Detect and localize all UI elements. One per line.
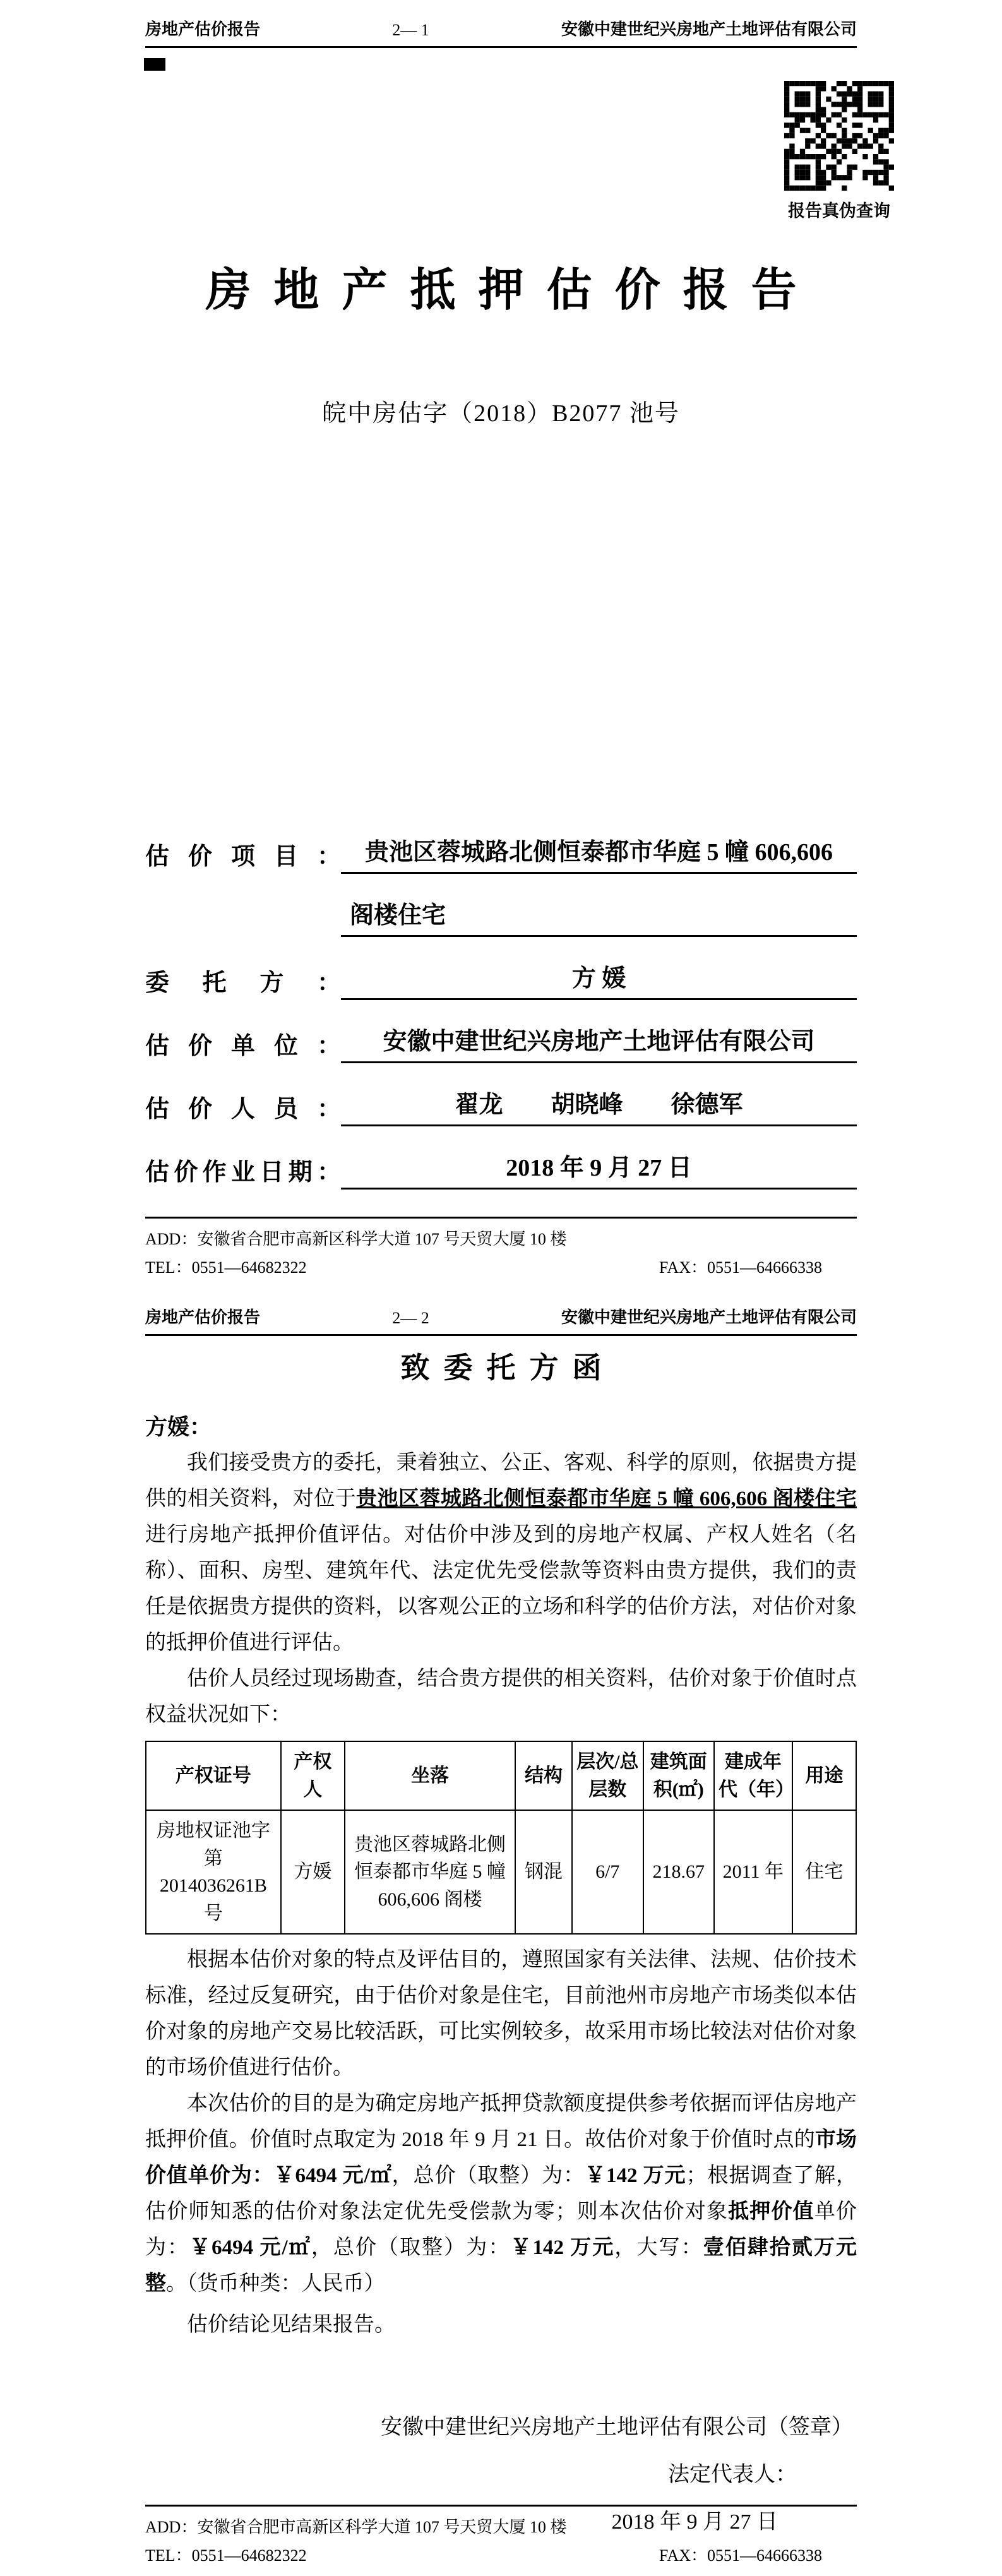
col-structure: 结构 <box>515 1741 572 1810</box>
salutation: 方媛： <box>145 1415 212 1440</box>
col-owner: 产权人 <box>281 1741 345 1810</box>
footer-contacts <box>145 2543 857 2566</box>
field-appraisers-label: 估价人员： <box>145 1096 341 1123</box>
black-mark <box>144 58 165 71</box>
footer-contacts <box>145 1255 857 1278</box>
field-client-value: 方 媛 <box>341 958 857 1000</box>
paragraph-valuation: 本次估价的目的是为确定房地产抵押贷款额度提供参考依据而评估房地产抵押价值。价值时点取定为 2018 年 9 月 21 日。故估价对象于价值时点的市场价值单价为：￥6494 元/㎡，总价（取整）为：￥142 万元；根据调查了解，估价师知悉的估价对象法定优先受偿款为零；则本次估价对象抵押价值单价为：￥6494 元/㎡，总价（取整）为：￥142 万元，大写：壹佰肆拾贰万元整。（货币种类：人民币） <box>145 2092 857 2295</box>
col-location: 坐落 <box>345 1741 515 1810</box>
qr-code <box>784 81 894 191</box>
col-area: 建筑面积(㎡) <box>643 1741 715 1810</box>
field-work-date-value: 2018 年 9 月 27 日 <box>341 1148 857 1190</box>
qr-label: 报告真伪查询 <box>788 201 890 220</box>
col-year-built: 建成年代（年） <box>714 1741 792 1810</box>
page-footer <box>145 2505 857 2566</box>
cell-use: 住宅 <box>792 1810 856 1934</box>
field-appraisers <box>145 1085 857 1126</box>
qr-block <box>784 81 895 222</box>
field-project-value: 贵池区蓉城路北侧恒泰都市华庭 5 幢 606,606 <box>341 832 857 874</box>
page-footer <box>145 1217 857 1278</box>
col-cert-no: 产权证号 <box>146 1741 281 1810</box>
fields-block <box>145 832 857 1190</box>
cell-area: 218.67 <box>643 1810 715 1934</box>
table-header-row <box>146 1741 856 1810</box>
field-appraisers-value: 翟龙 胡晓峰 徐德军 <box>341 1085 857 1126</box>
header-company: 安徽中建世纪兴房地产土地评估有限公司 <box>561 1308 857 1327</box>
footer-tel: TEL：0551—64682322 <box>145 2546 307 2565</box>
paragraph-survey: 估价人员经过现场勘查，结合贵方提供的相关资料，估价对象于价值时点权益状况如下： <box>145 1667 857 1726</box>
page-header <box>145 0 857 48</box>
footer-address: ADD：安徽省合肥市高新区科学大道 107 号天贸大厦 10 楼 <box>145 1230 567 1248</box>
table-row <box>146 1810 856 1934</box>
field-project-label: 估价项目： <box>145 844 341 870</box>
field-agency <box>145 1022 857 1063</box>
footer-fax: FAX：0551—64666338 <box>659 2546 822 2565</box>
page-2 <box>0 1288 1002 2576</box>
cell-floor: 6/7 <box>572 1810 643 1934</box>
paragraph-conclusion: 估价结论见结果报告。 <box>187 2313 395 2336</box>
col-use: 用途 <box>792 1741 856 1810</box>
header-page-number: 2— 1 <box>392 21 429 39</box>
cell-structure: 钢混 <box>515 1810 572 1934</box>
header-doc-title: 房地产估价报告 <box>145 1308 261 1327</box>
property-rights-table <box>145 1741 857 1935</box>
doc-number: 皖中房估字（2018）B2077 池号 <box>322 400 680 427</box>
signature-legal-rep: 法定代表人： <box>668 2463 797 2486</box>
field-client-label: 委托方： <box>145 970 341 996</box>
page-header <box>145 1288 857 1336</box>
cell-year-built: 2011 年 <box>714 1810 792 1934</box>
field-client <box>145 958 857 1000</box>
field-agency-label: 估价单位： <box>145 1033 341 1059</box>
col-floor: 层次/总层数 <box>572 1741 643 1810</box>
field-work-date <box>145 1148 857 1190</box>
footer-tel: TEL：0551—64682322 <box>145 1258 307 1277</box>
field-project-line2 <box>145 895 857 937</box>
signature-date: 2018 年 9 月 27 日 <box>611 2510 778 2534</box>
footer-fax: FAX：0551—64666338 <box>659 1258 822 1277</box>
field-agency-value: 安徽中建世纪兴房地产土地评估有限公司 <box>341 1022 857 1063</box>
paragraph-method: 根据本估价对象的特点及评估目的，遵照国家有关法律、法规、估价技术标准，经过反复研究，由于估价对象是住宅，目前池州市房地产市场类似本估价对象的房地产交易比较活跃，可比实例较多，故采用市场比较法对估价对象的市场价值进行估价。 <box>145 1948 857 2079</box>
paragraph-commission: 我们接受贵方的委托，秉着独立、公正、客观、科学的原则，依据贵方提供的相关资料，对位于贵池区蓉城路北侧恒泰都市华庭 5 幢 606,606 阁楼住宅进行房地产抵押价值评估。对估价中涉及到的房地产权属、产权人姓名（名称）、面积、房型、建筑年代、法定优先受偿款等资料由贵方提供，我们的责任是依据贵方提供的资料，以客观公正的立场和科学的估价方法，对估价对象的抵押价值进行评估。 <box>145 1452 857 1654</box>
cell-cert-no: 房地权证池字第 2014036261B 号 <box>146 1810 281 1934</box>
letter-title: 致委托方函 <box>400 1352 616 1384</box>
report-title: 房地产抵押估价报告 <box>205 265 820 316</box>
field-project-value-line2: 阁楼住宅 <box>341 895 857 937</box>
field-project <box>145 832 857 874</box>
footer-address: ADD：安徽省合肥市高新区科学大道 107 号天贸大厦 10 楼 <box>145 2518 567 2536</box>
field-work-date-label: 估价作业日期： <box>145 1159 341 1186</box>
signature-company: 安徽中建世纪兴房地产土地评估有限公司（签章） <box>381 2416 853 2439</box>
header-company: 安徽中建世纪兴房地产土地评估有限公司 <box>561 20 857 39</box>
cell-location: 贵池区蓉城路北侧恒泰都市华庭 5 幢 606,606 阁楼 <box>345 1810 515 1934</box>
cell-owner: 方媛 <box>281 1810 345 1934</box>
header-doc-title: 房地产估价报告 <box>145 20 261 39</box>
header-page-number: 2— 2 <box>392 1309 429 1327</box>
